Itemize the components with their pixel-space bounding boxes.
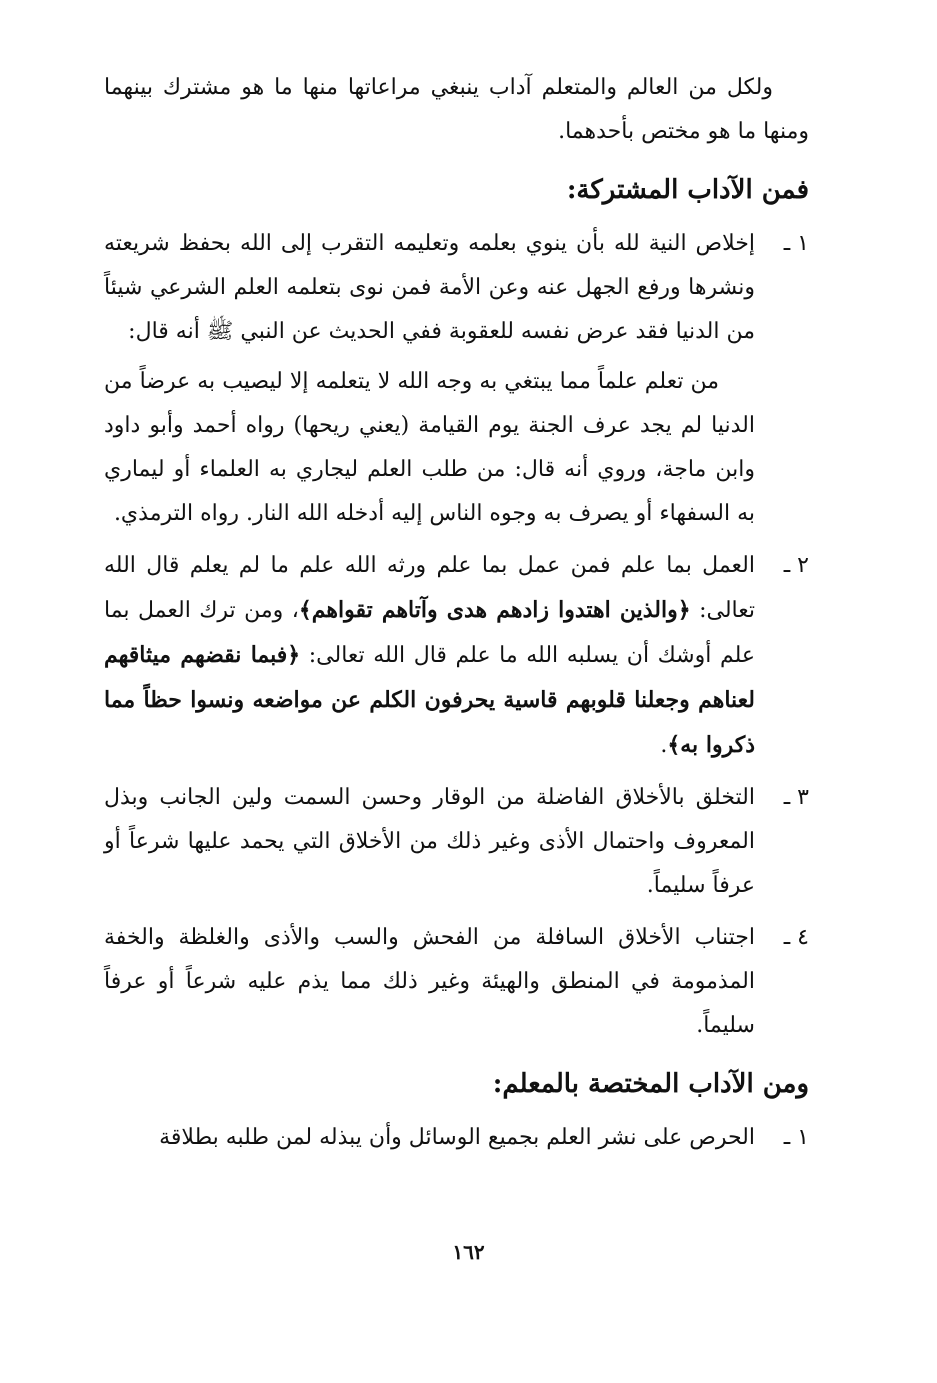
item-text: التخلق بالأخلاق الفاضلة من الوقار وحسن السمت ولين الجانب وبذل المعروف واحتمال الأذى وغير ذلك من الأخلاق التي يحمد عليها شرعاً أو عرفاً سليماً. — [104, 785, 755, 898]
item-number: ٢ ـ — [783, 553, 809, 578]
item-number: ١ ـ — [783, 231, 809, 256]
item-text-part: . — [660, 733, 668, 758]
item-number: ٤ ـ — [783, 925, 809, 950]
page-number: ١٦٢ — [452, 1240, 485, 1264]
item-text-part: العمل بما علم فمن عمل بما علم ورثه الله علم ما لم يعلم قال الله تعالى: — [104, 553, 755, 623]
intro-paragraph: ولكل من العالم والمتعلم آداب ينبغي مراعاتها منها ما هو مشترك بينهما ومنها ما هو مختص بأحدهما. — [104, 75, 809, 144]
quran-verse: ﴿فبما نقضهم ميثاقهم لعناهم وجعلنا قلوبهم قاسية يحرفون الكلم عن مواضعه ونسوا حظاً مما ذكروا به﴾ — [104, 642, 755, 758]
hadith-quote: من تعلم علماً مما يبتغي به وجه الله لا يتعلمه إلا ليصيب به عرضاً من الدنيا لم يجد عرف الجنة يوم القيامة (يعني ريحها) رواه أحمد وأبو داود وابن ماجة، وروي أنه قال: من طلب العلم ليجاري به العلماء أو ليماري به السفهاء أو يصرف به وجوه الناس إليه أدخله الله النار. رواه الترمذي. — [104, 369, 755, 526]
item-text-part: ، ومن ترك العمل بما علم أوشك أن يسلبه الله ما علم قال الله تعالى: — [104, 598, 755, 668]
item-number: ١ ـ — [783, 1125, 809, 1150]
page-body — [104, 66, 809, 1160]
heading-teacher-etiquette: ومن الآداب المختصة بالمعلم: — [492, 1069, 809, 1099]
shared-item-4 — [104, 916, 809, 1048]
item-text: اجتناب الأخلاق السافلة من الفحش والسب والأذى والغلظة والخفة المذمومة في المنطق والهيئة وغير ذلك مما يذم عليه شرعاً أو عرفاً سليماً. — [104, 925, 755, 1038]
heading-shared-etiquette: فمن الآداب المشتركة: — [566, 175, 809, 205]
item-number: ٣ ـ — [783, 785, 809, 810]
shared-item-3 — [104, 776, 809, 908]
item-text: الحرص على نشر العلم بجميع الوسائل وأن يبذله لمن طلبه بطلاقة — [159, 1125, 755, 1150]
quran-verse: ﴿والذين اهتدوا زادهم هدى وآتاهم تقواهم﴾ — [298, 597, 691, 623]
item-text: إخلاص النية لله بأن ينوي بعلمه وتعليمه التقرب إلى الله بحفظ شريعته ونشرها ورفع الجهل عنه وعن الأمة فمن نوى بتعلمه العلم الشرعي شيئاً من الدنيا فقد عرض نفسه للعقوبة ففي الحديث عن النبي ﷺ أنه قال: — [104, 231, 755, 344]
shared-item-1 — [104, 222, 809, 354]
item-text — [104, 544, 755, 768]
teacher-item-1 — [104, 1116, 809, 1160]
shared-item-2 — [104, 544, 809, 768]
